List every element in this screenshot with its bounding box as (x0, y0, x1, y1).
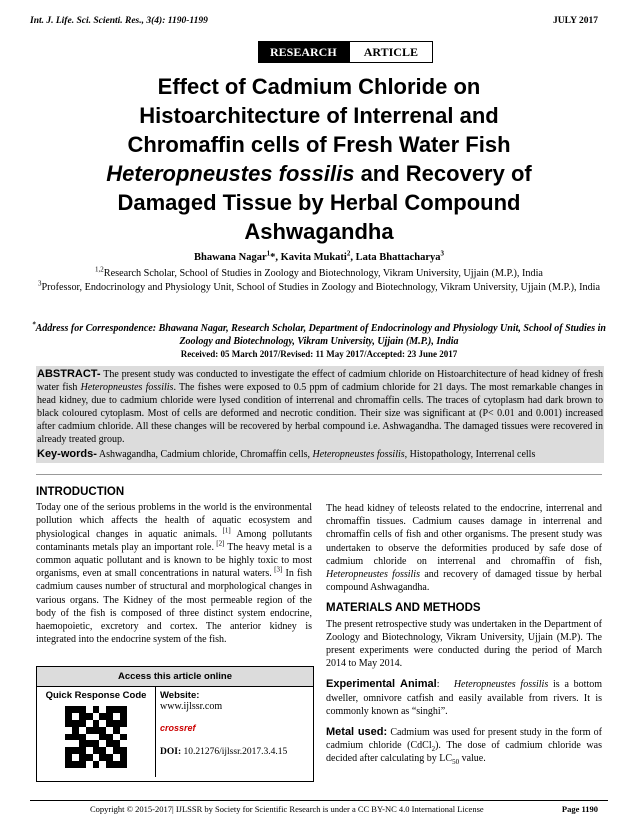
title-line (60, 159, 578, 188)
access-row (37, 687, 313, 777)
abstract-label: ABSTRACT- (37, 368, 101, 380)
keywords (37, 448, 603, 461)
affiliation-1 (30, 267, 608, 281)
intro-text: The heavy metal is a common aquatic pollutant and is known to be highly toxic to most organisms, even at small concentrations in natural waters. (36, 541, 312, 580)
abstract-text (37, 368, 603, 446)
keywords-species: Heteropneustes fossilis (312, 449, 405, 460)
website-label: Website: (160, 690, 200, 701)
website-link[interactable]: www.ijlssr.com (160, 701, 223, 712)
title-line: Chromaffin cells of Fresh Water Fish (127, 132, 511, 157)
author-3-sup: 3 (440, 249, 444, 258)
copyright-notice: Copyright © 2015-2017| IJLSSR by Society for Scientific Research is under a CC BY-NC 4.0 International License (90, 804, 484, 814)
website-cell (156, 687, 313, 777)
author-1: Bhawana Nagar (194, 252, 267, 263)
subscript: 50 (452, 758, 460, 767)
intro-text: Today one of the serious problems in the world is the environmental pollution which affects the health of aquatic ecosystem and physiological changes in aquatic animals. (36, 502, 312, 540)
article-dates: Received: 05 March 2017/Revised: 11 May 2017/Accepted: 23 June 2017 (180, 349, 458, 359)
intro-paragraph (36, 501, 312, 646)
author-3: Lata Bhattacharya (355, 252, 441, 263)
right-column (326, 502, 602, 774)
qr-cell (37, 687, 156, 777)
author-1-sup: 1 (266, 249, 271, 258)
doi[interactable] (160, 747, 287, 757)
abstract-part: . The fishes were exposed to 0.5 ppm of cadmium chloride for 21 days. The most remarkable changes in head kidney, due to cadmium chloride were lysed condition of interrenal and chromaffin cells. The traces of cytoplasm had dark brown to black coloured cytoplasm. Most of cells are deformed and necrotic condition. Their size was significant at (P< 0.01 and 0.001) increased after cadmium chloride. All these changes will be recovered by herbal compound i.e. Ashwagandha. The damaged tissues were recovered in already treated group. (37, 382, 603, 445)
experimental-animal-label: Experimental Animal (326, 678, 437, 691)
metal-used-label: Metal used: (326, 726, 388, 739)
right-text: The head kidney of teleosts related to the endocrine, interrenal and chromaffin tissues. Cadmium causes damage in interrenal and chromaffin cells of fish and other organisms. The present study was undertaken to observe the deformities produced by safe dose of cadmium chloride on interrenal and chromaffin of fish, (326, 503, 602, 567)
correspondence-mark: * (32, 320, 36, 329)
affiliations (30, 267, 608, 295)
paper-title (60, 72, 578, 246)
crossref-logo: crossref (160, 723, 196, 733)
qr-label: Quick Response Code (45, 690, 147, 701)
right-species: Heteropneustes fossilis (326, 569, 420, 581)
right-paragraph (326, 502, 602, 594)
issue-date: JULY 2017 (553, 16, 598, 26)
title-line: Damaged Tissue by Herbal Compound (117, 190, 521, 215)
author-2: Kavita Mukati (280, 252, 347, 263)
citation-ref[interactable]: [1] (217, 526, 231, 535)
title-species: Heteropneustes fossilis (106, 161, 355, 186)
metal-used-paragraph (326, 726, 602, 766)
intro-text: Among pollutants contaminants metals play an important role. (36, 528, 312, 553)
subscript: 2 (431, 745, 436, 754)
abstract-box (36, 366, 604, 463)
affiliation-2-text: Professor, Endocrinology and Physiology Unit, School of Studies in Zoology and Biotechnology, Vikram University, Ujjain (M.P.), India (41, 282, 601, 293)
abstract-part: The present study was conducted to investigate the effect of cadmium chloride on Histoarchitecture of head kidney of fresh water fish (37, 369, 603, 393)
page-number: Page 1190 (561, 804, 598, 814)
author-2-sup: 2 (346, 249, 351, 258)
intro-text: In fish cadmium causes number of structural and morphological changes in various organs. The Kidney of the most permeable region of the body of the fish is composed of three distinct system endocrine, haemopoietic, excretory and cortex. The anterior kidney is integrated into the endocrine system of the fish. (36, 568, 312, 646)
badge-research: RESEARCH (258, 41, 349, 63)
affiliation-2 (30, 281, 608, 295)
title-line: Histoarchitecture of Interrenal and (139, 103, 499, 128)
doi-label: DOI: (160, 747, 182, 757)
keywords-part: , Histopathology, Interrenal cells (404, 449, 536, 460)
metal-used-text: value. (459, 753, 486, 765)
keywords-label: Key-words- (37, 448, 97, 460)
qr-code-icon[interactable] (65, 706, 127, 768)
abstract-divider (36, 474, 602, 475)
citation-ref[interactable]: [2] (214, 539, 225, 548)
affiliation-1-text: Research Scholar, School of Studies in Zoology and Biotechnology, Vikram University, Ujjain (M.P.), India (103, 268, 543, 279)
article-type-badge (258, 41, 433, 63)
metal-used-text: Cadmium was used for present study in the form of cadmium chloride (CdCl (326, 727, 603, 752)
metal-used-text: ). The dose of cadmium chloride was decided after calculating by LC (326, 740, 602, 765)
intro-heading: INTRODUCTION (36, 486, 125, 498)
methods-paragraph: The present retrospective study was undertaken in the Department of Zoology and Biotechnology, Vikram University, Ujjain (M.P). The present experiments were conducted during the period of March 2014 to May 2014. (326, 618, 602, 670)
page-footer (30, 800, 608, 814)
access-heading: Access this article online (37, 667, 313, 687)
methods-heading: MATERIALS AND METHODS (326, 602, 481, 615)
title-line: Ashwagandha (244, 219, 394, 244)
doi-value: 10.21276/ijlssr.2017.3.4.15 (181, 747, 288, 757)
title-line-rest: and Recovery of (354, 161, 532, 186)
citation-ref[interactable]: [3] (271, 565, 283, 574)
title-line: Effect of Cadmium Chloride on (157, 74, 481, 99)
experimental-animal-paragraph (326, 678, 602, 718)
journal-citation: Int. J. Life. Sci. Scienti. Res., 3(4): 1190-1199 (30, 16, 208, 26)
keywords-part: Ashwagandha, Cadmium chloride, Chromaffin cells, (96, 449, 313, 460)
experimental-animal-text: is a bottom dweller, omnivore catfish and easily available from rivers. It is commonly known as “singhi”. (326, 679, 602, 717)
colon: : (436, 679, 440, 691)
author-list: Bhawana Nagar$^1$*, Kavita Mukati$^2$, Lata Bhattacharya$^3$ (194, 249, 444, 263)
affiliation-2-sup: 3 (37, 279, 42, 288)
experimental-animal-species: Heteropneustes fossilis (453, 679, 549, 691)
correspondence (30, 322, 608, 348)
affiliation-1-sup: 1,2 (95, 265, 104, 274)
access-online-box (36, 666, 314, 782)
correspondence-text: Address for Correspondence: Bhawana Nagar, Research Scholar, Department of Endocrinology and Physiology Unit, School of Studies in Zoology and Biotechnology, Vikram University, Ujjain (M.P.), India (35, 323, 606, 347)
corresponding-mark: * (270, 252, 276, 263)
right-text: and recovery of damaged tissue by herbal compound Ashwagandha. (326, 569, 603, 594)
abstract-species: Heteropneustes fossilis (80, 382, 174, 393)
badge-article: ARTICLE (349, 41, 433, 63)
left-column (36, 486, 312, 654)
